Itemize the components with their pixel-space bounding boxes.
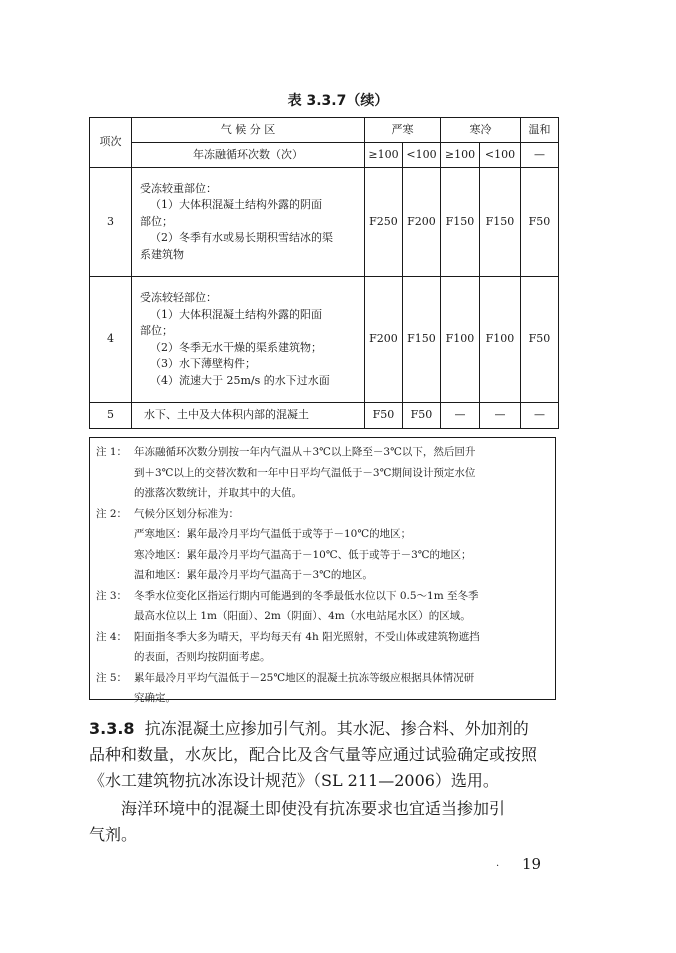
para-text: 抗冻混凝土应掺加引气剂。其水泥、掺合料、外加剂的 <box>144 719 529 738</box>
header-row-zones <box>90 118 559 143</box>
desc-line: 部位； <box>140 214 173 228</box>
note-label: 注 2： <box>96 507 128 520</box>
header-row-cycles <box>90 143 559 168</box>
grade-cell: F50 <box>521 277 559 403</box>
desc-line: （2）冬季有水或易长期积雪结冰的渠 <box>150 231 333 245</box>
desc-line: 部位； <box>140 324 173 337</box>
row-item: 4 <box>90 277 132 403</box>
clause-number: 3.3.8 <box>89 719 135 738</box>
note-line: 年冻融循环次数分别按一年内气温从＋3℃以上降至－3℃以下，然后回升 <box>134 446 476 458</box>
note-line: 究确定。 <box>134 692 176 704</box>
note-line: 的表面，否则均按阴面考虑。 <box>134 651 271 663</box>
table-notes <box>89 437 556 704</box>
grade-cell: F150 <box>441 168 480 277</box>
header-cycles-label: 年冻融循环次数（次） <box>132 143 365 168</box>
header-cycle-value: ≥100 <box>365 143 403 168</box>
grade-cell: F50 <box>521 168 559 277</box>
table-row <box>90 277 559 403</box>
note-2 <box>90 504 555 586</box>
header-zone-mild: 温和 <box>521 118 559 143</box>
header-cycle-value: ≥100 <box>441 143 480 168</box>
grade-cell: F50 <box>365 403 403 429</box>
note-label: 注 3： <box>96 589 128 602</box>
frost-resistance-table <box>89 117 559 429</box>
grade-cell: F150 <box>480 168 521 277</box>
grade-cell: F50 <box>403 403 441 429</box>
row-description <box>132 277 365 403</box>
header-zone-severe-cold: 严寒 <box>365 118 441 143</box>
note-line: 寒冷地区：累年最冷月平均气温高于－10℃、低于或等于－3℃的地区； <box>134 548 472 561</box>
page-number: 19 <box>522 855 542 873</box>
note-1 <box>90 442 555 504</box>
note-line: 最高水位以上 1m（阳面）、2m（阴面）、4m（水电站尾水区）的区域。 <box>134 610 471 622</box>
desc-line: 系建筑物 <box>140 247 184 261</box>
para-line: 海洋环境中的混凝土即使没有抗冻要求也宜适当掺加引 <box>121 799 506 818</box>
note-3 <box>90 586 555 627</box>
note-label: 注 4： <box>96 630 128 643</box>
marine-environment-paragraph <box>89 796 569 848</box>
note-4 <box>90 627 555 668</box>
grade-cell: F100 <box>441 277 480 403</box>
grade-cell: F100 <box>480 277 521 403</box>
note-line: 严寒地区：累年最冷月平均气温低于或等于－10℃的地区； <box>134 528 412 540</box>
row-item: 5 <box>90 403 132 429</box>
header-item: 项次 <box>90 118 132 168</box>
note-label: 注 5： <box>96 671 128 684</box>
grade-cell: F200 <box>403 168 441 277</box>
desc-line: 受冻较轻部位： <box>140 291 217 304</box>
note-line: 累年最冷月平均气温低于－25℃地区的混凝土抗冻等级应根据具体情况研 <box>134 671 475 684</box>
grade-cell: F250 <box>365 168 403 277</box>
desc-line: （4）流速大于 25m/s 的水下过水面 <box>150 373 330 387</box>
row-description <box>132 168 365 277</box>
page-mark: . <box>496 858 500 869</box>
header-cycle-value: — <box>521 143 559 168</box>
table-caption: 表 3.3.7（续） <box>287 93 389 109</box>
desc-line: （1）大体积混凝土结构外露的阴面 <box>150 198 322 212</box>
note-line: 冬季水位变化区指运行期内可能遇到的冬季最低水位以下 0.5～1m 至冬季 <box>134 589 479 602</box>
para-line: 气剂。 <box>89 825 138 844</box>
desc-line: （2）冬季无水干燥的渠系建筑物； <box>150 340 322 354</box>
clause-3-3-8-paragraph <box>89 716 569 794</box>
grade-cell: F200 <box>365 277 403 403</box>
header-climate-zone: 气 候 分 区 <box>132 118 365 143</box>
grade-cell: — <box>441 403 480 429</box>
header-zone-cold: 寒冷 <box>441 118 521 143</box>
note-5 <box>90 668 555 709</box>
note-line: 气候分区划分标准为： <box>134 507 239 520</box>
note-line: 到＋3℃以上的交替次数和一年中日平均气温低于－3℃期间设计预定水位 <box>134 466 476 479</box>
header-cycle-value: <100 <box>403 143 441 168</box>
desc-line: （3）水下薄壁构件； <box>150 357 256 370</box>
table-row <box>90 168 559 277</box>
note-label: 注 1： <box>96 446 128 458</box>
row-item: 3 <box>90 168 132 277</box>
para-line: 品种和数量，水灰比，配合比及含气量等应通过试验确定或按照 <box>89 745 538 764</box>
row-description <box>132 403 365 429</box>
grade-cell: F150 <box>403 277 441 403</box>
note-line: 温和地区：累年最冷月平均气温高于－3℃的地区。 <box>134 569 373 581</box>
header-cycle-value: <100 <box>480 143 521 168</box>
para-line: 《水工建筑物抗冰冻设计规范》（SL 211—2006）选用。 <box>89 771 499 790</box>
desc-line: （1）大体积混凝土结构外露的阳面 <box>150 307 322 321</box>
para-line <box>89 716 569 742</box>
desc-line: 受冻较重部位： <box>140 181 217 195</box>
note-line: 阳面指冬季大多为晴天，平均每天有 4h 阳光照射，不受山体或建筑物遮挡 <box>134 630 480 643</box>
note-line: 的涨落次数统计，并取其中的大值。 <box>134 487 302 499</box>
grade-cell: — <box>521 403 559 429</box>
desc-line: 水下、土中及大体积内部的混凝土 <box>144 408 309 422</box>
table-row <box>90 403 559 429</box>
grade-cell: — <box>480 403 521 429</box>
